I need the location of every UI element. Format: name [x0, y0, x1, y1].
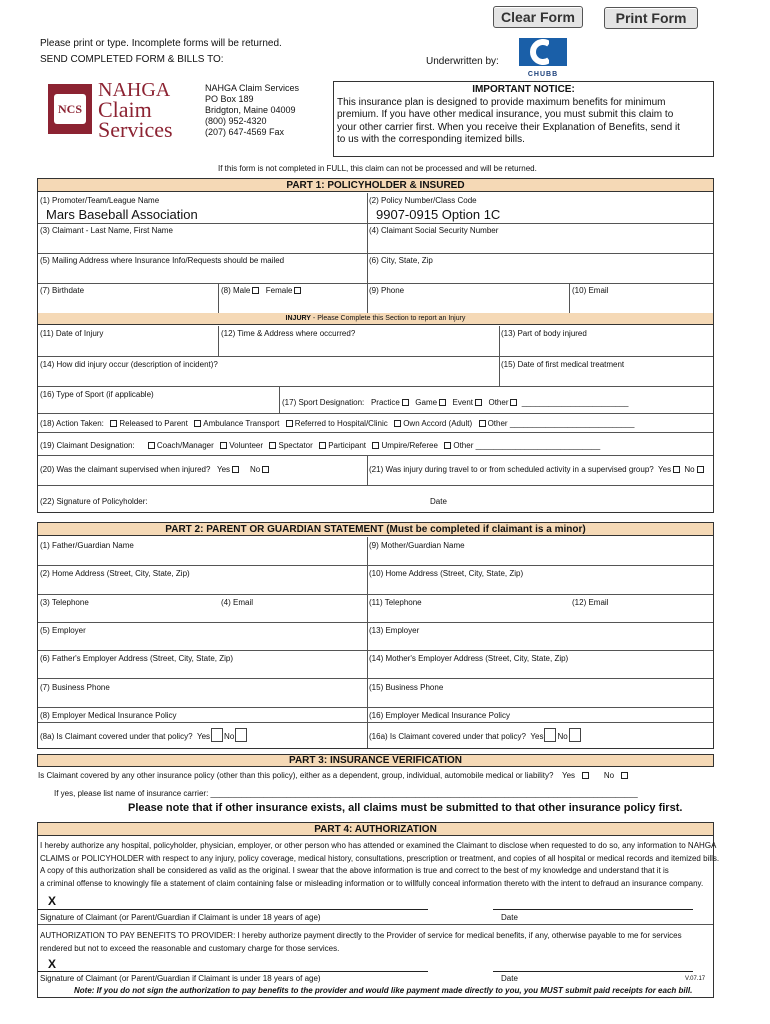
email-field[interactable]: (10) Email [572, 286, 609, 295]
other-insurance-yes-checkbox[interactable] [582, 772, 589, 779]
mailing-address: NAHGA Claim Services PO Box 189 Bridgton, Maine 04009 (800) 952-4320 (207) 647-4569 Fax [205, 83, 300, 137]
city-state-zip-field[interactable]: (6) City, State, Zip [369, 256, 433, 265]
father-employer-field[interactable]: (5) Employer [40, 626, 86, 635]
travel-no-checkbox[interactable] [697, 466, 704, 473]
signature-x-1: X [48, 894, 57, 908]
provider-signature-date-field[interactable]: Date [501, 974, 518, 983]
promoter-label: (1) Promoter/Team/League Name [40, 196, 160, 205]
father-name-field[interactable]: (1) Father/Guardian Name [40, 541, 134, 550]
birthdate-field[interactable]: (7) Birthdate [40, 286, 85, 295]
supervised-yes-checkbox[interactable] [232, 466, 239, 473]
released-to-parent-checkbox[interactable] [110, 420, 117, 427]
part4-section [37, 822, 720, 998]
mother-employer-field[interactable]: (13) Employer [369, 626, 420, 635]
mother-email-field[interactable]: (12) Email [572, 598, 609, 607]
other-insurance-question: Is Claimant covered by any other insurance policy (other than this policy), either as a dependent, group, individual, automobile medical or liability? [38, 771, 554, 780]
signature-x-2: X [48, 957, 57, 971]
mother-covered-yes-checkbox[interactable] [544, 728, 556, 742]
father-employer-address-field[interactable]: (6) Father's Employer Address (Street, City, State, Zip) [40, 654, 233, 663]
other-insurance-options: Yes No [562, 771, 630, 781]
supervised-question: (20) Was the claimant supervised when injured? Yes No [40, 465, 271, 475]
authorization-note: Note: If you do not sign the authorization to pay benefits to the provider and would like payment made directly to you, you MUST submit paid receipts for each bill. [74, 986, 693, 995]
logo-text-claim: Claim [98, 97, 152, 122]
mailing-address-field[interactable]: (5) Mailing Address where Insurance Info/Requests should be mailed [40, 256, 285, 265]
father-business-phone-field[interactable]: (7) Business Phone [40, 683, 110, 692]
part2-title: PART 2: PARENT OR GUARDIAN STATEMENT (Must be completed if claimant is a minor) [38, 523, 713, 536]
action-other-checkbox[interactable] [479, 420, 486, 427]
mother-address-field[interactable]: (10) Home Address (Street, City, State, Zip) [369, 569, 524, 578]
ncs-logo-mark: NCS [48, 84, 92, 134]
logo-text-nahga: NAHGA [98, 79, 171, 101]
policyholder-date-field[interactable]: Date [430, 497, 447, 506]
chubb-wordmark: CHUBB [527, 71, 559, 78]
print-form-button[interactable]: Print Form [604, 7, 698, 29]
mother-covered-question: (16a) Is Claimant covered under that policy? Yes No [369, 728, 582, 742]
designation-other-checkbox[interactable] [444, 442, 451, 449]
logo-text-services: Services [98, 117, 173, 142]
game-checkbox[interactable] [439, 399, 446, 406]
father-address-field[interactable]: (2) Home Address (Street, City, State, Zip) [40, 569, 190, 578]
part1-section [37, 178, 714, 513]
claimant-signature-field[interactable]: Signature of Claimant (or Parent/Guardian if Claimant is under 18 years of age) [40, 913, 321, 922]
send-to-line: SEND COMPLETED FORM & BILLS TO: [40, 54, 224, 65]
mother-covered-no-checkbox[interactable] [569, 728, 581, 742]
sport-designation: (17) Sport Designation: Practice Game Event Other ________________________ [282, 398, 629, 407]
pay-benefits-text: AUTHORIZATION TO PAY BENEFITS TO PROVIDER: I hereby authorize payment directly to the Provider of service for medical benefits, if any, otherwise payable to me for services rendered but not to exceed the reasonable and customary charge for those services. [40, 931, 682, 953]
injury-band: INJURY - Please Complete this Section to report an Injury [38, 313, 713, 325]
part3-title: PART 3: INSURANCE VERIFICATION [37, 754, 714, 767]
policyholder-signature-field[interactable]: (22) Signature of Policyholder: [40, 497, 148, 506]
action-taken: (18) Action Taken: Released to Parent Ambulance Transport Referred to Hospital/Clinic Own Accord (Adult) Other ____________________________ [40, 419, 635, 428]
father-covered-question: (8a) Is Claimant covered under that policy? Yes No [40, 728, 248, 742]
female-checkbox[interactable] [294, 287, 301, 294]
sport-type-field[interactable]: (16) Type of Sport (if applicable) [40, 390, 154, 399]
mother-business-phone-field[interactable]: (15) Business Phone [369, 683, 444, 692]
father-email-field[interactable]: (4) Email [221, 598, 254, 607]
participant-checkbox[interactable] [319, 442, 326, 449]
claimant-signature-date-field[interactable]: Date [501, 913, 518, 922]
chubb-logo [519, 38, 567, 78]
event-checkbox[interactable] [475, 399, 482, 406]
mother-name-field[interactable]: (9) Mother/Guardian Name [369, 541, 465, 550]
sport-other-checkbox[interactable] [510, 399, 517, 406]
father-covered-yes-checkbox[interactable] [211, 728, 223, 742]
policy-number-label: (2) Policy Number/Class Code [369, 196, 477, 205]
time-address-field[interactable]: (12) Time & Address where occurred? [221, 329, 356, 338]
father-covered-no-checkbox[interactable] [235, 728, 247, 742]
volunteer-checkbox[interactable] [220, 442, 227, 449]
mother-employer-address-field[interactable]: (14) Mother's Employer Address (Street, City, State, Zip) [369, 654, 569, 663]
other-insurance-no-checkbox[interactable] [621, 772, 628, 779]
own-accord-checkbox[interactable] [394, 420, 401, 427]
spectator-checkbox[interactable] [269, 442, 276, 449]
authorization-text: I hereby authorize any hospital, policyholder, physician, employer, or other person who has attended or examined the Claimant to disclose when requested to do so, any information to NAHGA CLAIMS or POLICYHOLDER with respect to any injury, policy coverage, medical history, consultations, prescription or treatment, and copies of all hospital or medical records and itemized bills. A copy of this authorization shall be considered as valid as the original. I swear that the above information is true and correct to the best of my knowledge and understand that it is a criminal offense to knowingly file a statement of claim containing false or misleading information or to willfully conceal information thereto with the intent to defraud an insurance company. [40, 841, 720, 888]
claimant-ssn-field[interactable]: (4) Claimant Social Security Number [369, 226, 499, 235]
promoter-input[interactable]: Mars Baseball Association [46, 207, 198, 222]
ambulance-checkbox[interactable] [194, 420, 201, 427]
policy-number-input[interactable]: 9907-0915 Option 1C [376, 207, 501, 222]
form-version: V.07.17 [685, 976, 706, 982]
claimant-name-field[interactable]: (3) Claimant - Last Name, First Name [40, 226, 173, 235]
father-medical-policy-field[interactable]: (8) Employer Medical Insurance Policy [40, 711, 177, 720]
underwritten-label: Underwritten by: [426, 56, 499, 67]
completion-warning: If this form is not completed in FULL, this claim can not be processed and will be returned. [218, 164, 537, 173]
coach-checkbox[interactable] [148, 442, 155, 449]
travel-question: (21) Was injury during travel to or from scheduled activity in a supervised group? Yes No [369, 465, 706, 475]
provider-signature-field[interactable]: Signature of Claimant (or Parent/Guardian if Claimant is under 18 years of age) [40, 974, 321, 983]
chubb-mark-icon [519, 38, 567, 66]
notice-title: IMPORTANT NOTICE: [472, 84, 575, 95]
date-of-injury-field[interactable]: (11) Date of Injury [40, 329, 104, 338]
nahga-logo [48, 80, 198, 142]
insurance-carrier-field[interactable]: If yes, please list name of insurance carrier: ________________________________________________________________________________________________ [54, 789, 638, 798]
practice-checkbox[interactable] [402, 399, 409, 406]
referred-hospital-checkbox[interactable] [286, 420, 293, 427]
umpire-checkbox[interactable] [372, 442, 379, 449]
claimant-designation: (19) Claimant Designation: Coach/Manager Volunteer Spectator Participant Umpire/Referee Other ____________________________ [40, 441, 601, 450]
other-insurance-note: Please note that if other insurance exists, all claims must be submitted to that other insurance policy first. [128, 802, 683, 814]
important-notice-box: IMPORTANT NOTICE: This insurance plan is designed to provide maximum benefits for minimum premium. If you have other medical insurance, you must submit this claim to your other carrier first. When you receive their Explanation of Benefits, send it to us with the corresponding itemized bills. [333, 81, 714, 157]
father-telephone-field[interactable]: (3) Telephone [40, 598, 89, 607]
first-treatment-field[interactable]: (15) Date of first medical treatment [501, 360, 625, 369]
clear-form-button[interactable]: Clear Form [493, 6, 583, 28]
part1-title: PART 1: POLICYHOLDER & INSURED [38, 179, 713, 192]
gender-field: (8) Male Female [221, 286, 303, 296]
mother-medical-policy-field[interactable]: (16) Employer Medical Insurance Policy [369, 711, 510, 720]
supervised-no-checkbox[interactable] [262, 466, 269, 473]
travel-yes-checkbox[interactable] [673, 466, 680, 473]
part2-section [37, 522, 714, 749]
body-part-field[interactable]: (13) Part of body injured [501, 329, 587, 338]
mother-telephone-field[interactable]: (11) Telephone [369, 598, 422, 607]
injury-description-field[interactable]: (14) How did injury occur (description of incident)? [40, 360, 218, 369]
phone-field[interactable]: (9) Phone [369, 286, 405, 295]
male-checkbox[interactable] [252, 287, 259, 294]
instructions-line: Please print or type. Incomplete forms will be returned. [40, 38, 282, 49]
part4-title: PART 4: AUTHORIZATION [38, 823, 713, 836]
